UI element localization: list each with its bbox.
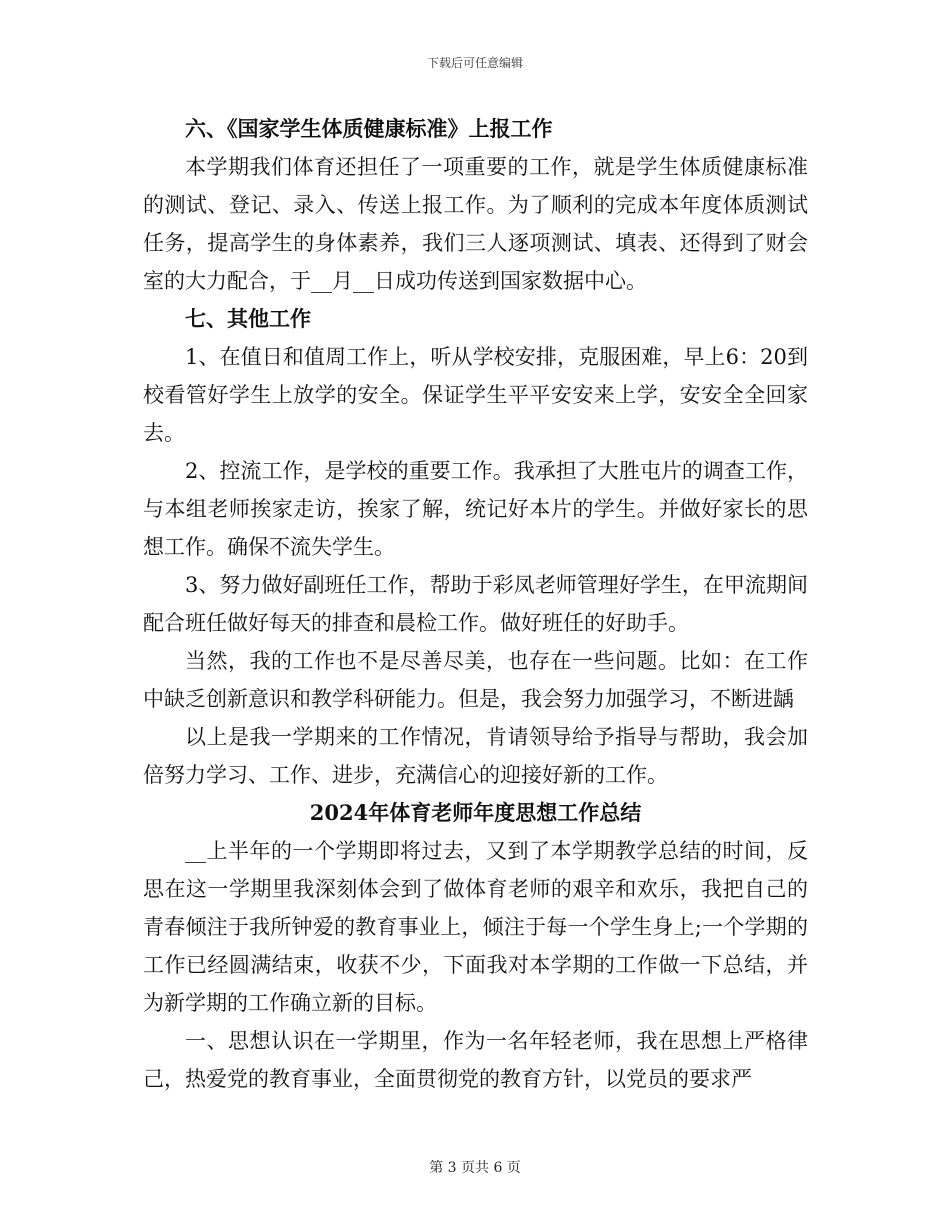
paragraph: 1、在值日和值周工作上，听从学校安排，克服困难，早上6：20到校看管好学生上放学的安全。保证学生平平安安来上学，安安全全回家去。	[143, 345, 808, 445]
section-heading-6: 六、《国家学生体质健康标准》上报工作	[185, 116, 553, 141]
page-header: 下载后可任意编辑	[426, 56, 523, 70]
paragraph: 一、思想认识在一学期里，作为一名年轻老师，我在思想上严格律己，热爱党的教育事业，全面贯彻党的教育方针，以党员的要求严	[143, 1029, 808, 1091]
paragraph: 3、努力做好副班任工作，帮助于彩凤老师管理好学生，在甲流期间配合班任做好每天的排查和晨检工作。做好班任的好助手。	[143, 573, 808, 635]
paragraph: 以上是我一学期来的工作情况，肯请领导给予指导与帮助，我会加倍努力学习、工作、进步，充满信心的迎接好新的工作。	[143, 725, 808, 787]
paragraph: 2、控流工作，是学校的重要工作。我承担了大胜屯片的调查工作，与本组老师挨家走访，挨家了解，统记好本片的学生。并做好家长的思想工作。确保不流失学生。	[143, 459, 808, 559]
document-body	[143, 110, 808, 1098]
paragraph: 当然，我的工作也不是尽善尽美，也存在一些问题。比如：在工作中缺乏创新意识和教学科研能力。但是，我会努力加强学习，不断进龋	[143, 649, 808, 711]
section-heading-7: 七、其他工作	[185, 306, 311, 331]
page-footer: 第 3 页共 6 页	[429, 1160, 521, 1176]
paragraph: __上半年的一个学期即将过去，又到了本学期教学总结的时间，反思在这一学期里我深刻体会到了做体育老师的艰辛和欢乐，我把自己的青春倾注于我所钟爱的教育事业上，倾注于每一个学生身上;一个学期的工作已经圆满结束，收获不少，下面我对本学期的工作做一下总结，并为新学期的工作确立新的目标。	[143, 839, 808, 1015]
paragraph: 本学期我们体育还担任了一项重要的工作，就是学生体质健康标准的测试、登记、录入、传送上报工作。为了顺利的完成本年度体质测试任务，提高学生的身体素养，我们三人逐项测试、填表、还得到了财会室的大力配合，于__月__日成功传送到国家数据中心。	[143, 155, 808, 293]
document-title: 2024年体育老师年度思想工作总结	[309, 800, 642, 825]
